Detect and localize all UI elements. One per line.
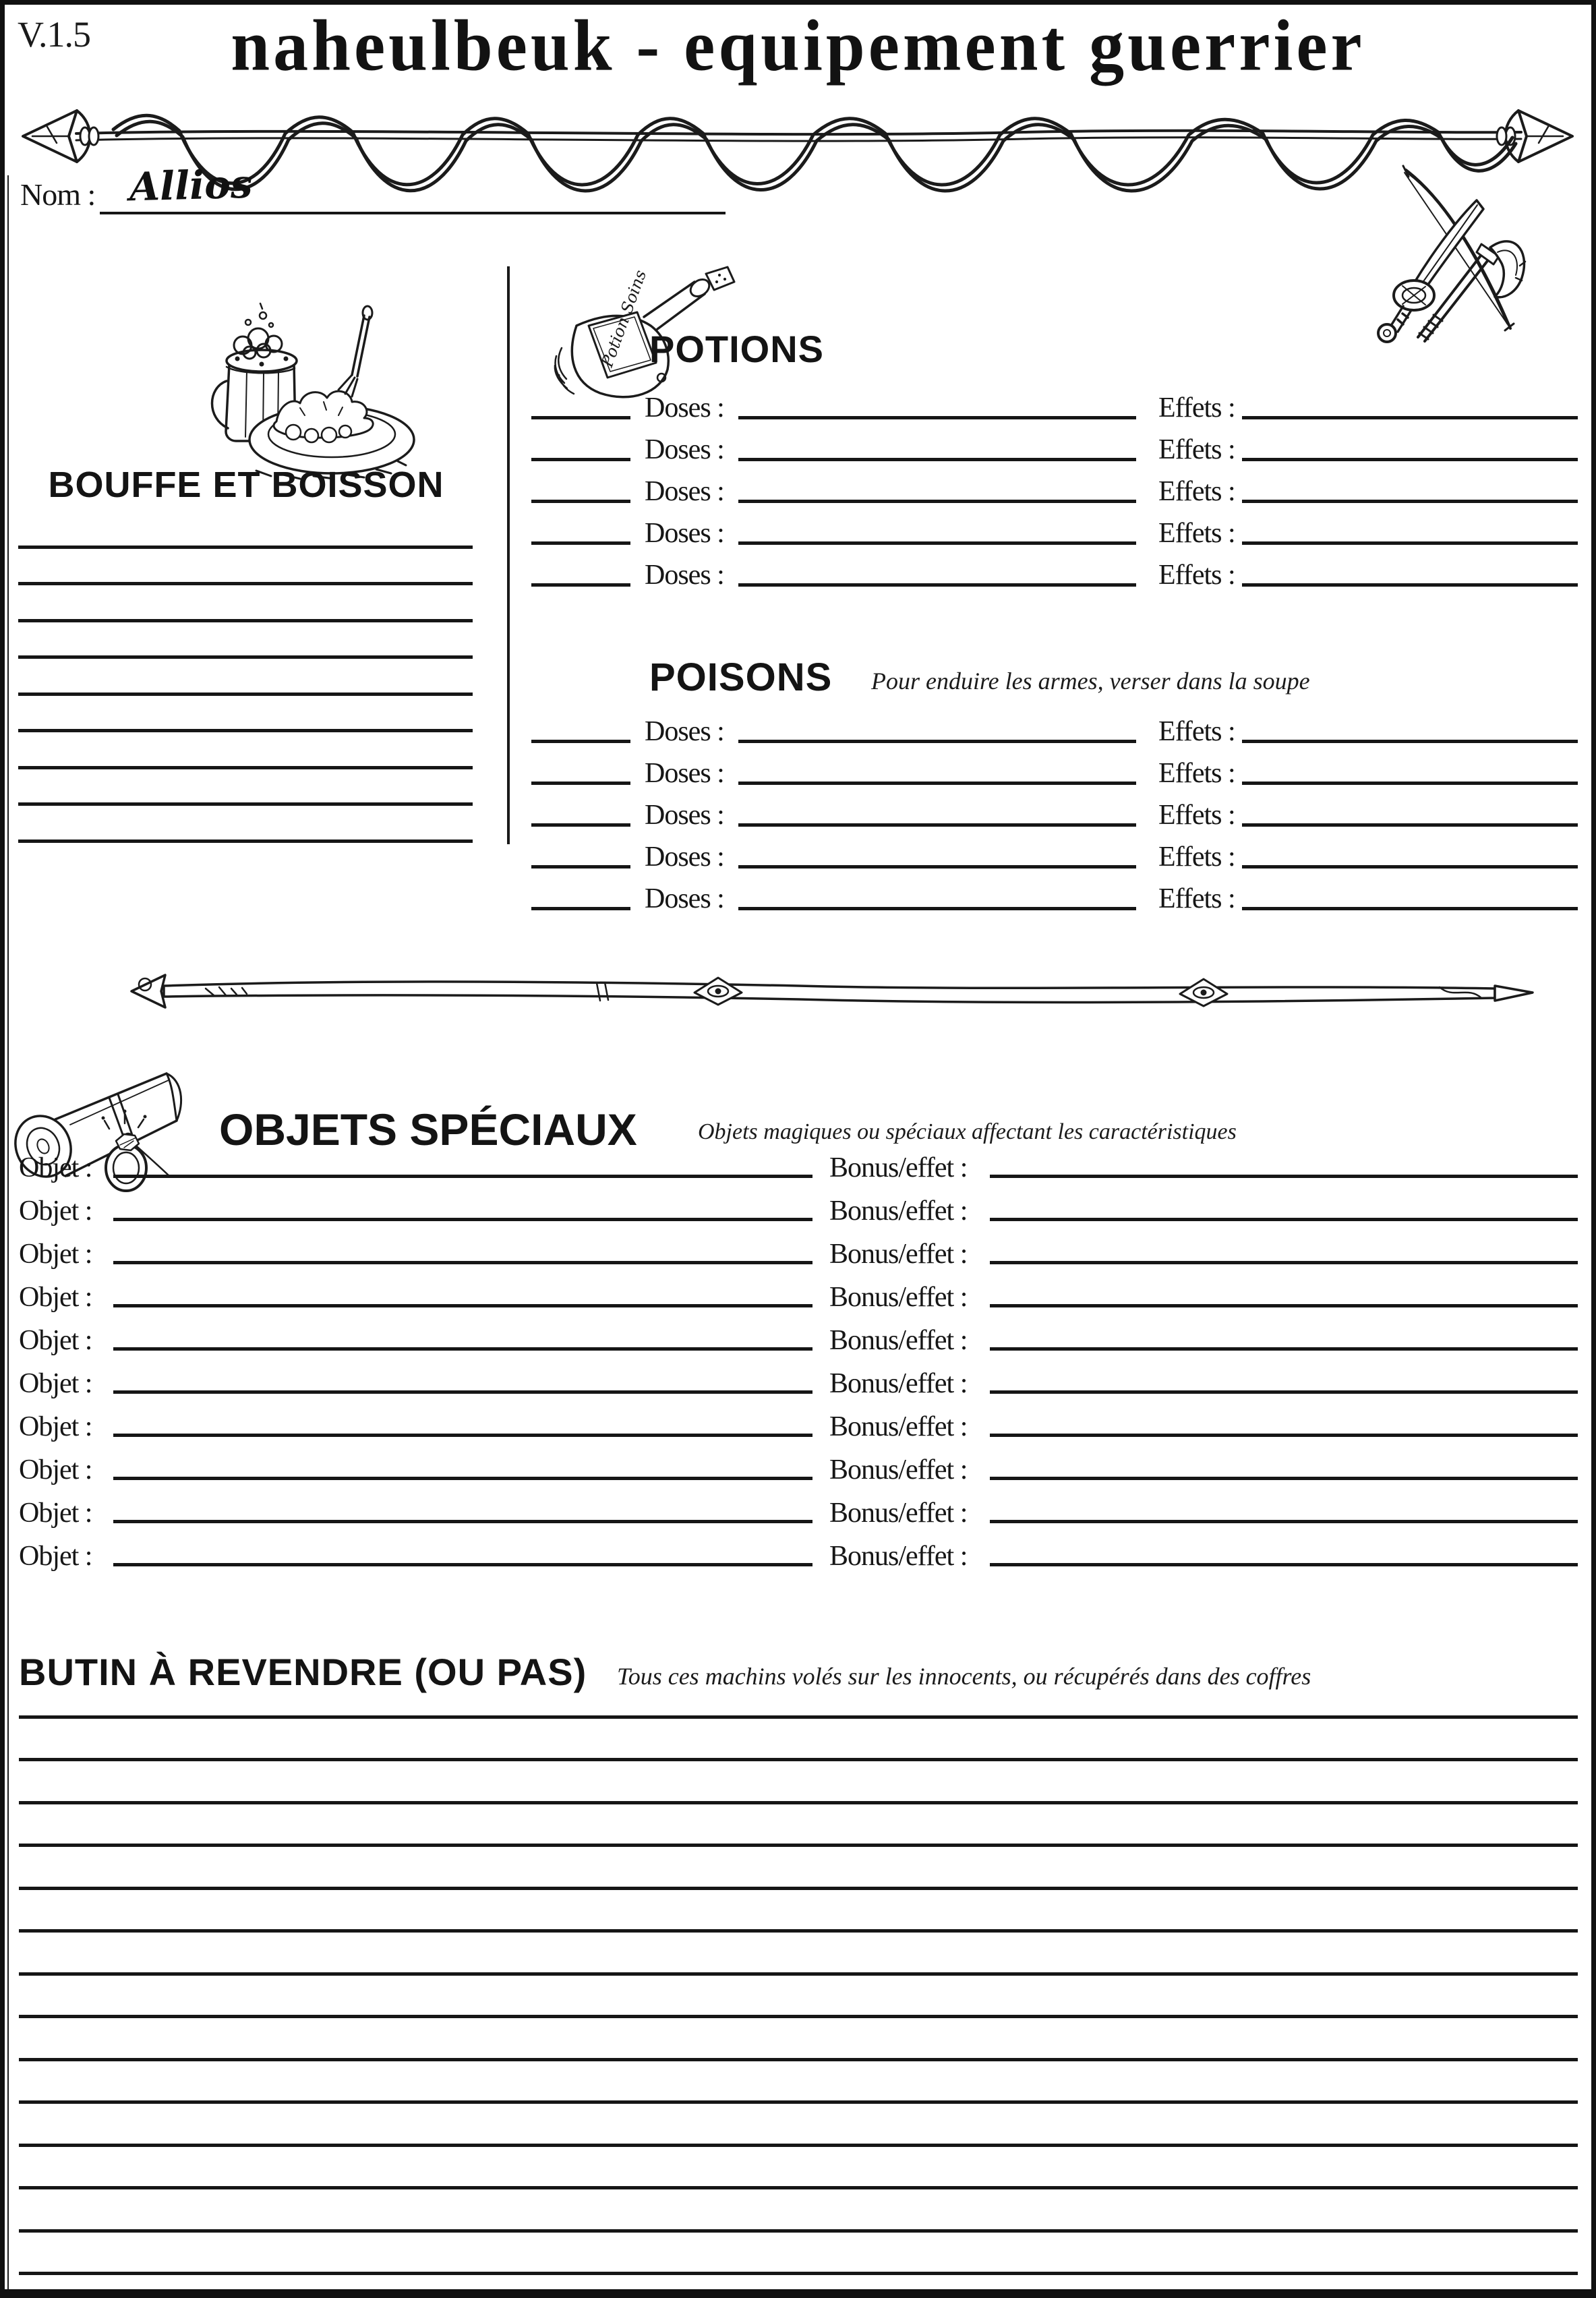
objet-label: Objet :: [19, 1411, 92, 1442]
doses-label: Doses :: [645, 476, 724, 507]
effets-label: Effets :: [1158, 392, 1235, 423]
loot-line[interactable]: [19, 2272, 1578, 2275]
loot-line-row: [19, 2018, 1578, 2061]
food-section-title: BOUFFE ET BOISSON: [48, 465, 444, 505]
page-border-inner-line: [7, 175, 9, 2291]
doses-label: Doses :: [645, 434, 724, 465]
effets-label: Effets :: [1158, 518, 1235, 549]
special-item-rows: [13, 1135, 1578, 1572]
food-line-row: [18, 585, 473, 622]
staff-divider-icon: [125, 958, 1537, 1025]
effets-label: Effets :: [1158, 800, 1235, 831]
potion-row: [529, 419, 1578, 465]
loot-line-row: [19, 1804, 1578, 1848]
poison-row: [529, 868, 1578, 914]
doses-label: Doses :: [645, 758, 724, 789]
effets-label: Effets :: [1158, 758, 1235, 789]
bonus-effet-label: Bonus/effet :: [829, 1454, 968, 1485]
doses-label: Doses :: [645, 716, 724, 747]
doses-label: Doses :: [645, 560, 724, 591]
version-label: V.1.5: [18, 14, 91, 55]
food-line-row: [18, 512, 473, 549]
objet-label: Objet :: [19, 1282, 92, 1313]
special-item-row: [13, 1437, 1578, 1485]
potions-section-title: POTIONS: [649, 328, 825, 370]
poison-row: [529, 701, 1578, 747]
potion-row: [529, 503, 1578, 549]
effets-label: Effets :: [1158, 560, 1235, 591]
special-items-section-title: OBJETS SPÉCIAUX: [219, 1104, 637, 1154]
poison-row: [529, 743, 1578, 789]
page-title: naheulbeuk - equipement guerrier: [231, 5, 1365, 86]
effets-label: Effets :: [1158, 434, 1235, 465]
loot-subtitle: Tous ces machins volés sur les innocents, ou récupérés dans des coffres: [617, 1663, 1311, 1690]
food-line-row: [18, 622, 473, 659]
special-item-row: [13, 1178, 1578, 1227]
effets-label: Effets :: [1158, 716, 1235, 747]
doses-label: Doses :: [645, 392, 724, 423]
food-and-drink-icon: [162, 283, 405, 479]
loot-line-row: [19, 2061, 1578, 2104]
food-line-row: [18, 549, 473, 586]
poisons-subtitle: Pour enduire les armes, verser dans la soupe: [871, 668, 1310, 695]
food-lines: [18, 512, 473, 843]
loot-section-title: BUTIN À REVENDRE (OU PAS): [19, 1651, 587, 1693]
bonus-effet-label: Bonus/effet :: [829, 1541, 968, 1572]
loot-line-row: [19, 2189, 1578, 2233]
bonus-effet-label: Bonus/effet :: [829, 1368, 968, 1399]
bonus-effet-line[interactable]: [990, 1563, 1578, 1566]
poisons-section-title: POISONS: [649, 655, 833, 699]
special-item-row: [13, 1307, 1578, 1356]
loot-line-row: [19, 2233, 1578, 2276]
food-line[interactable]: [18, 839, 473, 843]
poison-row: [529, 827, 1578, 873]
objet-label: Objet :: [19, 1196, 92, 1227]
potion-row: [529, 545, 1578, 591]
potion-dose-line[interactable]: [738, 583, 1136, 587]
potion-bottle-label: Potion Soins: [597, 267, 651, 370]
name-label: Nom :: [20, 177, 96, 212]
column-divider: [507, 266, 510, 844]
objet-label: Objet :: [19, 1239, 92, 1270]
bonus-effet-label: Bonus/effet :: [829, 1498, 968, 1529]
objet-label: Objet :: [19, 1541, 92, 1572]
loot-line-row: [19, 1719, 1578, 1762]
objet-label: Objet :: [19, 1498, 92, 1529]
crossed-weapons-icon: [1338, 150, 1527, 342]
special-item-row: [13, 1135, 1578, 1183]
loot-lines: [19, 1676, 1578, 2275]
name-value: Allios: [129, 160, 254, 210]
effets-label: Effets :: [1158, 476, 1235, 507]
food-line-row: [18, 659, 473, 696]
food-line-row: [18, 696, 473, 733]
objet-label: Objet :: [19, 1152, 92, 1183]
objet-label: Objet :: [19, 1368, 92, 1399]
loot-line-row: [19, 1847, 1578, 1890]
doses-label: Doses :: [645, 518, 724, 549]
special-item-row: [13, 1264, 1578, 1313]
potion-effect-line[interactable]: [1242, 583, 1578, 587]
potion-rows: [529, 378, 1578, 591]
bonus-effet-label: Bonus/effet :: [829, 1239, 968, 1270]
poison-rows: [529, 701, 1578, 914]
special-item-row: [13, 1394, 1578, 1442]
effets-label: Effets :: [1158, 883, 1235, 914]
loot-line-row: [19, 1976, 1578, 2019]
bonus-effet-label: Bonus/effet :: [829, 1152, 968, 1183]
doses-label: Doses :: [645, 883, 724, 914]
loot-line-row: [19, 1890, 1578, 1933]
bonus-effet-label: Bonus/effet :: [829, 1196, 968, 1227]
loot-line-row: [19, 2104, 1578, 2147]
effets-label: Effets :: [1158, 842, 1235, 873]
poison-dose-line[interactable]: [738, 907, 1136, 910]
objet-label: Objet :: [19, 1325, 92, 1356]
potion-row: [529, 378, 1578, 423]
special-item-row: [13, 1523, 1578, 1572]
loot-line-row: [19, 2147, 1578, 2190]
bonus-effet-label: Bonus/effet :: [829, 1282, 968, 1313]
potion-qty-line[interactable]: [531, 583, 630, 587]
loot-line-row: [19, 1933, 1578, 1976]
food-line-row: [18, 732, 473, 769]
bonus-effet-label: Bonus/effet :: [829, 1325, 968, 1356]
special-item-row: [13, 1221, 1578, 1270]
food-line-row: [18, 806, 473, 843]
objet-label: Objet :: [19, 1454, 92, 1485]
objet-line[interactable]: [113, 1563, 812, 1566]
potion-row: [529, 461, 1578, 507]
doses-label: Doses :: [645, 842, 724, 873]
bonus-effet-label: Bonus/effet :: [829, 1411, 968, 1442]
poison-effect-line[interactable]: [1242, 907, 1578, 910]
name-line[interactable]: [100, 212, 726, 214]
food-line-row: [18, 769, 473, 806]
loot-line-row: [19, 1676, 1578, 1719]
special-item-row: [13, 1351, 1578, 1399]
poison-row: [529, 785, 1578, 831]
special-items-subtitle: Objets magiques ou spéciaux affectant les caractéristiques: [698, 1119, 1237, 1144]
loot-line-row: [19, 1761, 1578, 1804]
special-item-row: [13, 1480, 1578, 1529]
doses-label: Doses :: [645, 800, 724, 831]
poison-qty-line[interactable]: [531, 907, 630, 910]
